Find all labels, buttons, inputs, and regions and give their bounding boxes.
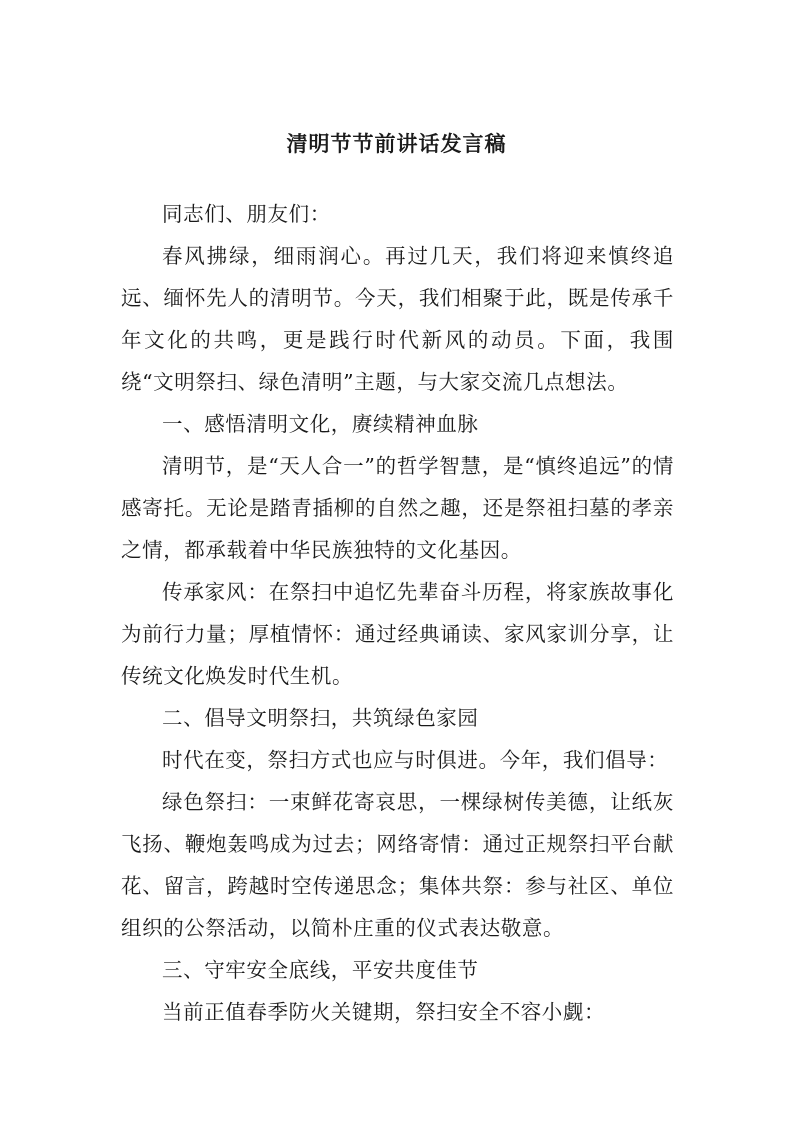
section-heading-2: 二、倡导文明祭扫，共筑绿色家园	[162, 706, 479, 730]
section-heading-1: 一、感悟清明文化，赓续精神血脉	[162, 412, 479, 436]
paragraph-heritage: 传承家风：在祭扫中追忆先辈奋斗历程，将家族故事化为前行力量；厚植情怀：通过经典诵读、家风家训分享，让传统文化焕发时代生机。	[121, 580, 674, 688]
paragraph-advocacy-intro: 时代在变，祭扫方式也应与时俱进。今年，我们倡导：	[162, 748, 669, 772]
paragraph-salutation: 同志们、朋友们：	[162, 202, 331, 226]
section-heading-3: 三、守牢安全底线，平安共度佳节	[162, 958, 479, 982]
paragraph-safety: 当前正值春季防火关键期，祭扫安全不容小觑：	[162, 1000, 606, 1024]
paragraph-culture: 清明节，是“天人合一”的哲学智慧，是“慎终追远”的情感寄托。无论是踏青插柳的自然之趣，还是祭祖扫墓的孝亲之情，都承载着中华民族独特的文化基因。	[121, 454, 674, 562]
paragraph-intro: 春风拂绿，细雨润心。再过几天，我们将迎来慎终追远、缅怀先人的清明节。今天，我们相聚于此，既是传承千年文化的共鸣，更是践行时代新风的动员。下面，我围绕“文明祭扫、绿色清明”主题，与大家交流几点想法。	[121, 244, 674, 394]
document-title: 清明节节前讲话发言稿	[286, 131, 507, 156]
paragraph-green-worship: 绿色祭扫：一束鲜花寄哀思，一棵绿树传美德，让纸灰飞扬、鞭炮轰鸣成为过去；网络寄情：通过正规祭扫平台献花、留言，跨越时空传递思念；集体共祭：参与社区、单位组织的公祭活动，以简朴庄重的仪式表达敬意。	[121, 790, 674, 940]
document-body	[121, 193, 674, 1033]
